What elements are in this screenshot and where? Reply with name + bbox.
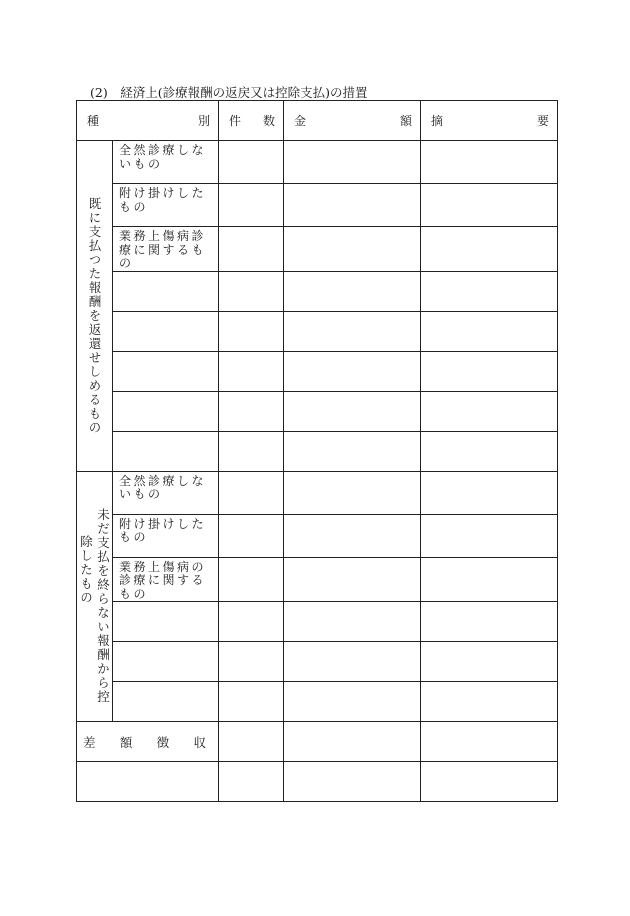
amount-cell xyxy=(284,311,421,351)
summary-cell xyxy=(421,557,558,602)
header-count-right: 数 xyxy=(262,114,275,128)
count-cell xyxy=(219,141,284,184)
summary-cell xyxy=(421,471,558,514)
header-count-left: 件 xyxy=(229,114,242,128)
summary-cell xyxy=(421,227,558,272)
section-title: (2) 経済上(診療報酬の返戻又は控除支払)の措置 xyxy=(90,85,368,100)
difference-collection-row xyxy=(77,722,558,762)
table-row xyxy=(77,514,558,557)
summary-cell xyxy=(421,271,558,311)
summary-cell xyxy=(421,642,558,682)
amount-cell xyxy=(284,391,421,431)
header-row xyxy=(77,101,558,141)
group1-item: 附け掛けしたもの xyxy=(113,184,219,227)
group1-item: 全然診療しないもの xyxy=(113,141,219,184)
count-cell xyxy=(219,557,284,602)
summary-cell xyxy=(421,722,558,762)
header-summary-right: 要 xyxy=(536,114,549,128)
group2-label-line1: 未だ支払を終らない報酬から控 xyxy=(95,507,111,704)
table-row xyxy=(77,184,558,227)
difference-collection-char: 額 xyxy=(119,734,133,750)
item-cell xyxy=(77,762,219,802)
count-cell xyxy=(219,391,284,431)
amount-cell xyxy=(284,431,421,471)
table-row xyxy=(77,141,558,184)
amount-cell xyxy=(284,557,421,602)
header-summary xyxy=(421,101,558,141)
table-row xyxy=(77,311,558,351)
amount-cell xyxy=(284,471,421,514)
summary-cell xyxy=(421,351,558,391)
amount-cell xyxy=(284,602,421,642)
summary-cell xyxy=(421,602,558,642)
table-row xyxy=(77,682,558,722)
item-cell xyxy=(113,431,219,471)
amount-cell xyxy=(284,271,421,311)
table-row xyxy=(77,351,558,391)
summary-cell xyxy=(421,431,558,471)
amount-cell xyxy=(284,351,421,391)
header-kind-left: 種 xyxy=(87,114,100,128)
table-row xyxy=(77,642,558,682)
header-summary-left: 摘 xyxy=(431,114,444,128)
summary-cell xyxy=(421,762,558,802)
measures-table xyxy=(76,100,558,802)
summary-cell xyxy=(421,514,558,557)
count-cell xyxy=(219,642,284,682)
table-row xyxy=(77,471,558,514)
table-row xyxy=(77,602,558,642)
difference-collection-char: 徴 xyxy=(156,734,170,750)
group2-item: 附け掛けしたもの xyxy=(113,514,219,557)
difference-collection-label-cell xyxy=(77,722,219,762)
group2-label-cell xyxy=(77,471,113,722)
difference-collection-char: 差 xyxy=(83,734,96,750)
count-cell xyxy=(219,311,284,351)
count-cell xyxy=(219,471,284,514)
summary-cell xyxy=(421,184,558,227)
count-cell xyxy=(219,762,284,802)
item-cell xyxy=(113,682,219,722)
count-cell xyxy=(219,431,284,471)
table-row xyxy=(77,762,558,802)
header-kind-right: 別 xyxy=(197,114,210,128)
item-cell xyxy=(113,271,219,311)
header-amount xyxy=(284,101,421,141)
count-cell xyxy=(219,184,284,227)
count-cell xyxy=(219,227,284,272)
item-cell xyxy=(113,602,219,642)
group1-label: 既に支払つた報酬を返還せしめるもの xyxy=(87,197,102,435)
amount-cell xyxy=(284,762,421,802)
count-cell xyxy=(219,271,284,311)
summary-cell xyxy=(421,391,558,431)
header-amount-right: 額 xyxy=(399,114,412,128)
table-row xyxy=(77,271,558,311)
item-cell xyxy=(113,311,219,351)
summary-cell xyxy=(421,141,558,184)
count-cell xyxy=(219,722,284,762)
header-amount-left: 金 xyxy=(294,114,307,128)
table-row xyxy=(77,431,558,471)
group1-item: 業務上傷病診療に関するもの xyxy=(113,227,219,272)
summary-cell xyxy=(421,682,558,722)
group2-label-line2: 除したもの xyxy=(78,534,94,605)
item-cell xyxy=(113,391,219,431)
amount-cell xyxy=(284,141,421,184)
count-cell xyxy=(219,351,284,391)
count-cell xyxy=(219,514,284,557)
group2-item: 全然診療しないもの xyxy=(113,471,219,514)
amount-cell xyxy=(284,227,421,272)
count-cell xyxy=(219,682,284,722)
summary-cell xyxy=(421,311,558,351)
group2-item: 業務上傷病の診療に関するもの xyxy=(113,557,219,602)
header-count xyxy=(219,101,284,141)
difference-collection-char: 収 xyxy=(193,734,206,750)
amount-cell xyxy=(284,642,421,682)
amount-cell xyxy=(284,682,421,722)
item-cell xyxy=(113,642,219,682)
count-cell xyxy=(219,602,284,642)
amount-cell xyxy=(284,514,421,557)
table-row xyxy=(77,391,558,431)
amount-cell xyxy=(284,722,421,762)
table-row xyxy=(77,557,558,602)
table-row xyxy=(77,227,558,272)
group1-label-cell xyxy=(77,141,113,472)
amount-cell xyxy=(284,184,421,227)
item-cell xyxy=(113,351,219,391)
header-kind xyxy=(77,101,219,141)
